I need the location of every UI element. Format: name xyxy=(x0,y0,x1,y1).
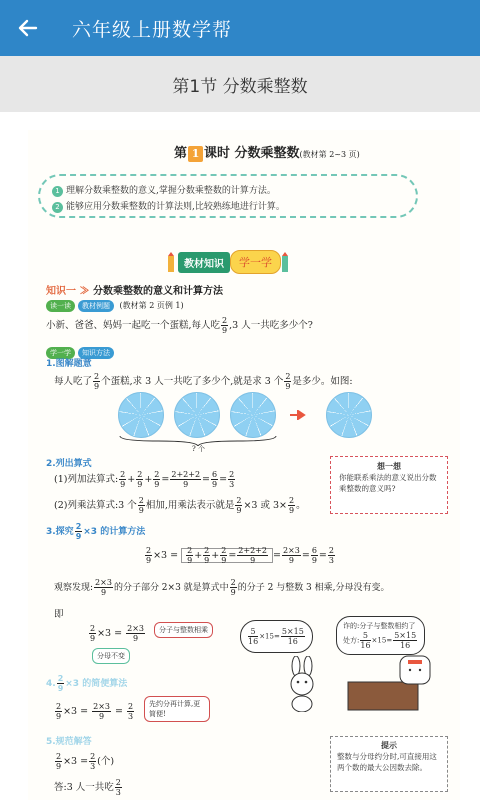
unknown-label: ? 个 xyxy=(192,445,205,453)
fraction xyxy=(288,496,295,515)
lesson-name: 课时 分数乘整数 xyxy=(204,146,300,161)
fraction xyxy=(138,496,145,515)
text: = xyxy=(112,706,126,717)
step-heading-3 xyxy=(46,522,145,541)
numerator: 2 xyxy=(90,624,96,633)
speech-bubble-left xyxy=(240,620,313,653)
denominator: 9 xyxy=(75,532,82,541)
rule-equation xyxy=(88,624,146,643)
denominator: 9 xyxy=(311,556,317,565)
numerator: 2+2+2 xyxy=(238,546,267,555)
fraction xyxy=(126,624,145,643)
text: 观察发现: xyxy=(54,583,94,593)
numerator: 2×3 xyxy=(282,546,300,555)
text: 4. xyxy=(46,679,56,689)
lesson-title xyxy=(174,142,360,162)
step-heading-1: 1.图解题意 xyxy=(46,359,92,369)
text: ×3 = xyxy=(153,550,182,561)
denominator: 9 xyxy=(146,556,152,565)
knowledge-label: 知识一 ≫ xyxy=(46,286,90,297)
banner-label-learn: 学一学 xyxy=(230,250,281,274)
step-heading-2: 2.列出算式 xyxy=(46,459,92,469)
numerator: 5 xyxy=(360,631,370,641)
denominator: 3 xyxy=(128,712,134,721)
fraction xyxy=(75,522,83,541)
app-title: 六年级上册数学帮 xyxy=(72,18,233,41)
denominator: 9 xyxy=(204,556,210,565)
denominator-label: 分母不变 xyxy=(92,648,130,664)
problem-text: 小新、爸爸、妈妈一起吃一个蛋糕,每人吃 xyxy=(46,320,221,331)
pie-diagram xyxy=(174,392,220,438)
text: ×3 = xyxy=(97,628,126,639)
fraction xyxy=(203,546,210,565)
text: ×3 或 3× xyxy=(243,500,288,511)
goal-number: 2 xyxy=(52,202,63,213)
numerator: 2 xyxy=(187,546,193,555)
fraction xyxy=(136,470,143,489)
numerator: 2 xyxy=(229,470,235,479)
text: ×3 = xyxy=(63,706,92,717)
pie-diagram xyxy=(230,392,276,438)
tip-box xyxy=(330,736,448,792)
fraction xyxy=(153,470,160,489)
text: 诈的:分子与整数相约了 xyxy=(343,622,416,630)
banner-label: 教材知识 xyxy=(178,252,230,273)
goal-number: 1 xyxy=(52,186,63,197)
denominator: 16 xyxy=(400,641,411,650)
goal-text: 能够应用分数乘整数的计算法则,比较熟练地进行计算。 xyxy=(66,202,285,212)
denominator: 9 xyxy=(288,556,294,565)
answer-statement xyxy=(54,778,123,797)
numerator: 2×3 xyxy=(95,578,112,587)
observation-text xyxy=(54,578,390,597)
goal-1 xyxy=(52,183,276,197)
text: (2)列乘法算式:3 个 xyxy=(54,500,137,511)
problem-statement xyxy=(46,316,313,335)
fraction-2-9 xyxy=(284,372,291,391)
fraction-2-9 xyxy=(221,316,228,335)
fraction xyxy=(360,631,370,650)
numerator: 2 xyxy=(57,674,64,683)
denominator: 9 xyxy=(120,480,126,489)
fraction xyxy=(115,778,122,797)
denominator: 9 xyxy=(250,556,256,565)
simplified-equation xyxy=(54,702,135,721)
denominator: 3 xyxy=(90,762,96,771)
denominator: 9 xyxy=(138,506,144,515)
tip-text: 整数与分母约分时,可直接用这两个数的最大公因数去除。 xyxy=(337,752,437,772)
addition-equation xyxy=(54,470,236,489)
numerator: 2 xyxy=(56,752,62,761)
fraction xyxy=(393,631,417,650)
text: 相加,用乘法表示就是 xyxy=(145,500,235,511)
ji-label: 即 xyxy=(54,609,64,620)
equation-box: $\frac{2}{9}$ + $\frac{2}{9}$ + $\frac{2}{9}$ = $\frac{2+2+2}{9}$ xyxy=(181,548,273,563)
fraction xyxy=(282,546,301,565)
fraction xyxy=(92,702,111,721)
numerator: 2 xyxy=(138,496,144,505)
tag-example: 教材例题 xyxy=(78,300,114,312)
fraction xyxy=(55,702,62,721)
fraction xyxy=(248,627,258,646)
pencil-icon xyxy=(166,252,176,274)
fraction xyxy=(127,702,134,721)
fraction xyxy=(94,578,113,597)
explore-equation: $\frac{2}{9}$ ×3 = $\frac{2}{9}$ + $\frac{2}{9}$ + $\frac{2}{9}$ = $\frac{2+2+2}{9}$ = $\frac{2\times 3}{9}$ = $\frac{6}{9}$ = $\frac{2}{3}$ xyxy=(146,546,334,565)
denominator: 3 xyxy=(115,788,121,797)
denominator: 9 xyxy=(289,506,295,515)
numerator: 6 xyxy=(311,546,317,555)
numerator: 2 xyxy=(90,752,96,761)
numerator: 2 xyxy=(289,496,295,505)
tag-read: 读一读 xyxy=(46,300,75,312)
arrow-right-icon xyxy=(290,410,306,420)
knowledge-title xyxy=(46,282,223,297)
text: 3.探究 xyxy=(46,527,74,537)
think-box xyxy=(330,456,448,514)
numerator: 2 xyxy=(204,546,210,555)
numerator: 6 xyxy=(212,470,218,479)
text: ×3 = xyxy=(63,756,89,767)
app-bar xyxy=(0,0,480,56)
fraction xyxy=(55,752,62,771)
operator: = xyxy=(202,474,211,485)
text: (个) xyxy=(97,756,115,767)
example-ref: (教材第 2 页例 1) xyxy=(119,301,184,310)
numerator: 2 xyxy=(75,522,82,531)
text: 答:3 人一共吃 xyxy=(54,782,114,793)
denominator: 9 xyxy=(222,326,228,335)
denominator: 9 xyxy=(212,480,218,489)
denominator: 9 xyxy=(90,634,96,643)
text: ×3 的简便算法 xyxy=(65,679,128,689)
pencil-icon xyxy=(280,252,290,274)
tag-learn: 学一学 xyxy=(46,347,75,359)
pie-diagram xyxy=(118,392,164,438)
denominator: 9 xyxy=(221,556,227,565)
text: 个蛋糕,求 3 人一共吃了多少个,就是求 3 个 xyxy=(101,376,284,387)
fraction xyxy=(281,627,305,646)
numerator: 2×3 xyxy=(93,702,110,711)
fraction xyxy=(186,546,193,565)
arrow-left-icon xyxy=(18,18,38,38)
rabbit-illustration-icon xyxy=(280,656,324,712)
denominator: 9 xyxy=(99,712,105,721)
denominator: 9 xyxy=(94,382,100,391)
step-heading-5: 5.规范解答 xyxy=(46,737,92,747)
numerator: 5×15 xyxy=(281,627,304,636)
operator: = xyxy=(161,474,170,485)
denominator: 9 xyxy=(56,762,62,771)
fraction xyxy=(237,546,268,565)
denominator: 9 xyxy=(236,506,242,515)
text: 的分子部分 2×3 就是算式中 xyxy=(113,583,229,593)
text: 是多少。如图: xyxy=(292,376,353,387)
step-heading-4 xyxy=(46,674,127,693)
numerator: 2 xyxy=(56,702,62,711)
cartoon-illustration xyxy=(240,616,450,716)
think-text: 你能联系乘法的意义说出分数乘整数的意义吗? xyxy=(339,473,437,493)
numerator: 2 xyxy=(328,546,334,555)
lesson-number-badge: 1 xyxy=(188,146,203,162)
think-title: 想一想 xyxy=(377,461,401,471)
section-title: 第1节 分数乘整数 xyxy=(172,76,308,97)
numerator: 2 xyxy=(154,470,160,479)
text: 每人吃了 xyxy=(54,376,93,387)
multiply-label: 分子与整数相乘 xyxy=(154,622,213,638)
denominator: 16 xyxy=(248,637,259,646)
numerator: 2×3 xyxy=(127,624,144,633)
numerator: 2 xyxy=(230,578,236,587)
back-button[interactable] xyxy=(0,0,56,56)
fraction xyxy=(328,546,335,565)
fraction xyxy=(170,470,201,489)
denominator: 9 xyxy=(285,382,291,391)
lesson-pages: (教材第 2~3 页) xyxy=(299,150,360,159)
fraction xyxy=(220,546,227,565)
denominator: 9 xyxy=(100,588,107,597)
lesson-prefix: 第 xyxy=(174,146,188,161)
denominator: 3 xyxy=(328,556,334,565)
fraction xyxy=(89,624,96,643)
textbook-page-image[interactable] xyxy=(28,130,460,800)
doctor-desk-illustration-icon xyxy=(340,652,440,712)
numerator: 5×15 xyxy=(394,631,417,640)
operator: + xyxy=(144,474,153,485)
simplify-label: 先约分再计算,更简便! xyxy=(144,696,210,722)
fraction xyxy=(311,546,318,565)
goal-text: 理解分数乘整数的意义,掌握分数乘整数的计算方法。 xyxy=(66,186,276,196)
numerator: 2 xyxy=(94,372,100,381)
fraction-2-9 xyxy=(93,372,100,391)
numerator: 2 xyxy=(146,546,152,555)
example-header xyxy=(46,300,184,312)
fraction xyxy=(89,752,96,771)
denominator: 16 xyxy=(287,637,298,646)
text: 。 xyxy=(296,500,306,511)
denominator: 9 xyxy=(183,480,189,489)
numerator: 2 xyxy=(221,546,227,555)
denominator: 9 xyxy=(137,480,143,489)
numerator: 2 xyxy=(236,496,242,505)
numerator: 2 xyxy=(115,778,121,787)
denominator: 9 xyxy=(57,684,64,693)
denominator: 3 xyxy=(229,480,235,489)
text: 处方: xyxy=(343,636,360,645)
numerator: 2 xyxy=(222,316,228,325)
numerator: 2 xyxy=(120,470,126,479)
fraction xyxy=(145,546,152,565)
answer-equation xyxy=(54,752,114,771)
denominator: 9 xyxy=(230,588,236,597)
fraction xyxy=(228,470,235,489)
numerator: 2+2+2 xyxy=(171,470,201,479)
numerator: 2 xyxy=(137,470,143,479)
fraction xyxy=(57,674,65,693)
denominator: 9 xyxy=(56,712,62,721)
operator: = xyxy=(219,474,228,485)
fraction xyxy=(235,496,242,515)
text: (1)列加法算式: xyxy=(54,474,119,485)
fraction xyxy=(119,470,126,489)
tip-title: 提示 xyxy=(381,740,397,750)
knowledge-name: 分数乘整数的意义和计算方法 xyxy=(92,286,223,297)
operator: + xyxy=(127,474,136,485)
denominator: 16 xyxy=(360,641,371,650)
speech-bubble-right: 诈的:分子与整数相约了 处方: $\frac{5}{16}$ ×15= $\frac{5\times 15}{16}$ xyxy=(336,616,425,655)
text: ×15= xyxy=(259,632,280,641)
fraction xyxy=(230,578,237,597)
text: ×3 的计算方法 xyxy=(83,527,146,537)
denominator: 9 xyxy=(187,556,193,565)
denominator: 9 xyxy=(133,634,139,643)
pie-diagram-result xyxy=(326,392,372,438)
numerator: 5 xyxy=(248,627,258,637)
tag-method: 知识方法 xyxy=(78,347,114,359)
text: 的分子 2 与整数 3 相乘,分母没有变。 xyxy=(237,583,390,593)
goal-2 xyxy=(52,199,285,213)
denominator: 9 xyxy=(154,480,160,489)
problem-text: ,3 人一共吃多少个? xyxy=(229,320,313,331)
fraction xyxy=(211,470,218,489)
multiplication-equation xyxy=(54,496,306,515)
section-header xyxy=(0,56,480,112)
section-banner xyxy=(166,250,290,274)
numerator: 2 xyxy=(285,372,291,381)
step-1-text xyxy=(54,372,353,391)
numerator: 2 xyxy=(128,702,134,711)
